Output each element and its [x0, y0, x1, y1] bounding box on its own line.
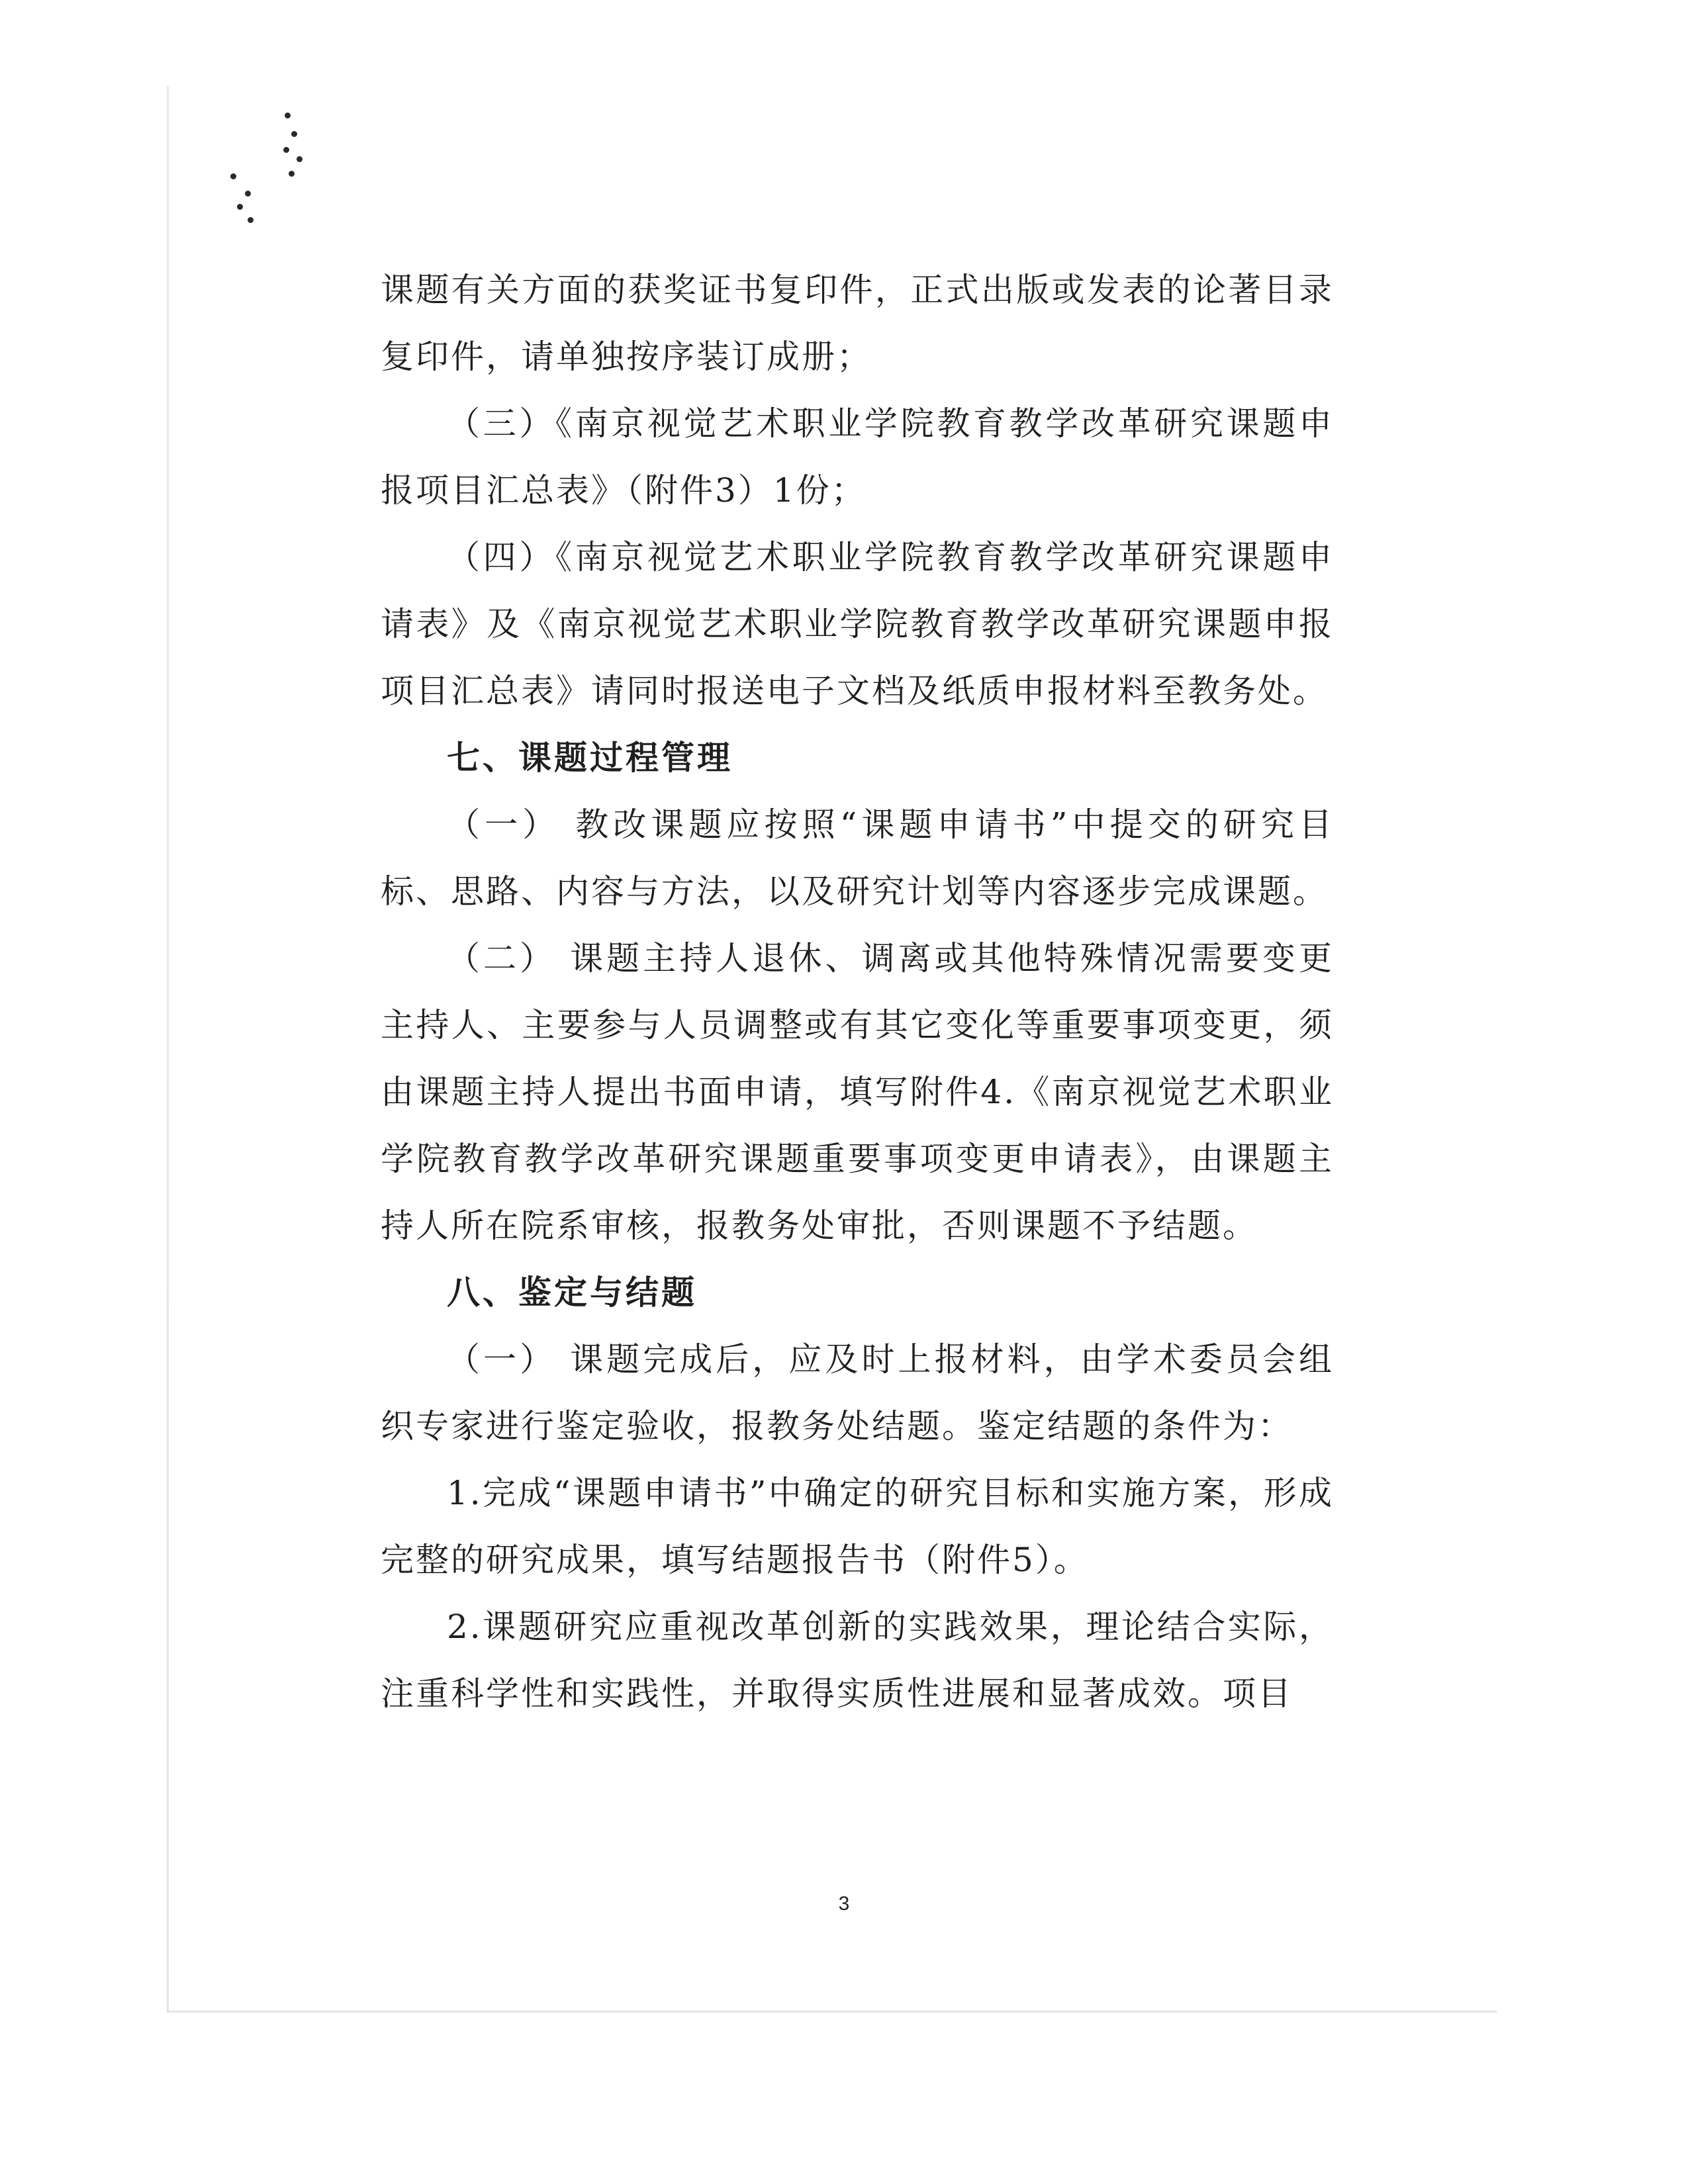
- paragraph-8-1-condition-1: 1.完成“课题申请书”中确定的研究目标和实施方案，形成完整的研究成果，填写结题报告书（附件5）。: [381, 1474, 1334, 1579]
- document-body: [381, 257, 1334, 1727]
- section-heading-7: 七、课题过程管理: [447, 739, 733, 777]
- paragraph-item-4: （四）《南京视觉艺术职业学院教育教学改革研究课题申请表》及《南京视觉艺术职业学院教育教学改革研究课题申报项目汇总表》请同时报送电子文档及纸质申报材料至教务处。: [381, 538, 1334, 710]
- paragraph-7-2: （二） 课题主持人退休、调离或其他特殊情况需要变更主持人、主要参与人员调整或有其它变化等重要事项变更，须由课题主持人提出书面申请，填写附件4.《南京视觉艺术职业学院教育教学改革研究课题重要事项变更申请表》，由课题主持人所在院系审核，报教务处审批，否则课题不予结题。: [381, 939, 1334, 1245]
- scan-edge-left: [167, 86, 169, 2012]
- paragraph-attachments-binding: 课题有关方面的获奖证书复印件，正式出版或发表的论著目录复印件，请单独按序装订成册；: [381, 271, 1334, 376]
- paragraph-item-3: （三）《南京视觉艺术职业学院教育教学改革研究课题申报项目汇总表》（附件3）1份；: [381, 404, 1334, 510]
- section-heading-8: 八、鉴定与结题: [447, 1273, 697, 1312]
- page-number: 3: [838, 1893, 850, 1915]
- paragraph-8-1-condition-2: 2.课题研究应重视改革创新的实践效果，理论结合实际，注重科学性和实践性，并取得实质性进展和显著成效。项目: [381, 1608, 1334, 1713]
- paragraph-7-1: （一） 教改课题应按照“课题申请书”中提交的研究目标、思路、内容与方法，以及研究计划等内容逐步完成课题。: [381, 805, 1334, 911]
- paragraph-8-1: （一） 课题完成后，应及时上报材料，由学术委员会组织专家进行鉴定验收，报教务处结题。鉴定结题的条件为：: [381, 1340, 1334, 1445]
- binding-holes: [225, 113, 311, 232]
- scan-edge-bottom: [167, 2011, 1497, 2013]
